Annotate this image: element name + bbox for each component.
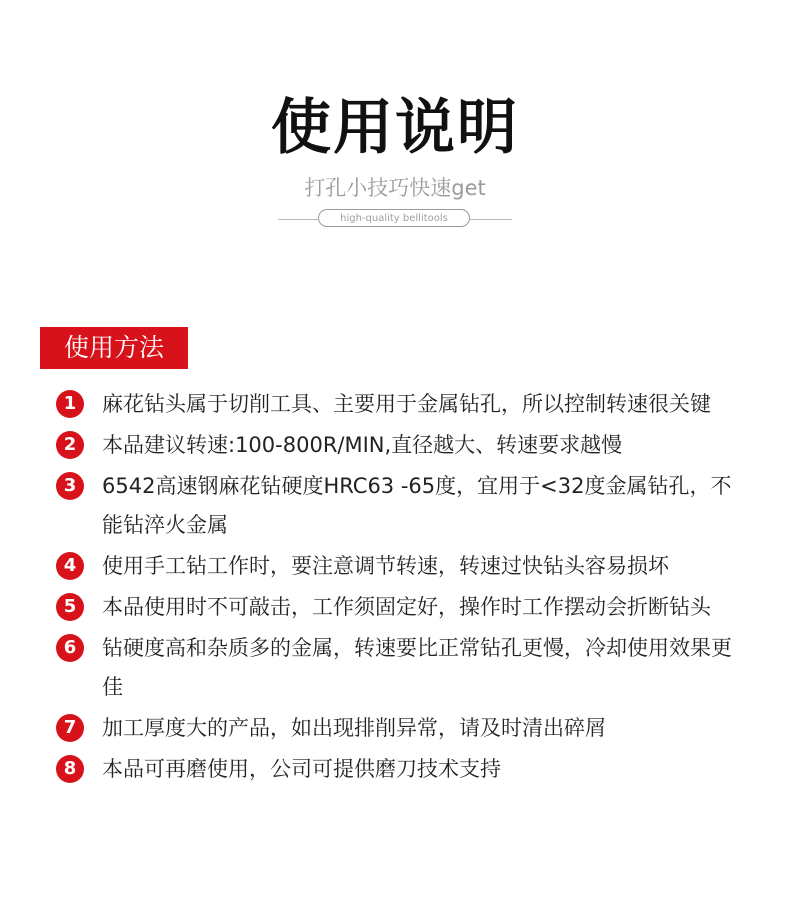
list-item-text: 6542高速钢麻花钻硬度HRC63 -65度，宜用于<32度金属钻孔，不能钻淬火金属 bbox=[102, 474, 732, 537]
tagline-row bbox=[0, 209, 790, 229]
instruction-list bbox=[56, 385, 756, 791]
list-item-text: 钻硬度高和杂质多的金属，转速要比正常钻孔更慢，冷却使用效果更佳 bbox=[102, 636, 732, 699]
page-title: 使用说明 bbox=[271, 93, 519, 163]
section-label: 使用方法 bbox=[40, 327, 188, 369]
list-item bbox=[56, 467, 756, 545]
list-item-text: 麻花钻头属于切削工具、主要用于金属钻孔，所以控制转速很关键 bbox=[102, 392, 711, 416]
tagline-divider-right bbox=[470, 219, 512, 220]
number-badge: 6 bbox=[56, 634, 84, 662]
list-item-text: 本品使用时不可敲击，工作须固定好，操作时工作摆动会折断钻头 bbox=[102, 595, 711, 619]
number-badge: 4 bbox=[56, 552, 84, 580]
number-badge: 1 bbox=[56, 390, 84, 418]
list-item bbox=[56, 750, 756, 789]
list-item bbox=[56, 709, 756, 748]
list-item-text: 加工厚度大的产品，如出现排削异常，请及时清出碎屑 bbox=[102, 716, 606, 740]
tagline-divider-left bbox=[278, 219, 318, 220]
list-item bbox=[56, 547, 756, 586]
list-item-text: 使用手工钻工作时，要注意调节转速，转速过快钻头容易损坏 bbox=[102, 554, 669, 578]
list-item bbox=[56, 385, 756, 424]
number-badge: 3 bbox=[56, 472, 84, 500]
tagline-badge: high-quality bellitools bbox=[318, 209, 470, 227]
number-badge: 7 bbox=[56, 714, 84, 742]
list-item bbox=[56, 629, 756, 707]
list-item-text: 本品可再磨使用，公司可提供磨刀技术支持 bbox=[102, 757, 501, 781]
header bbox=[0, 92, 790, 202]
list-item bbox=[56, 588, 756, 627]
number-badge: 5 bbox=[56, 593, 84, 621]
list-item-text: 本品建议转速:100-800R/MIN,直径越大、转速要求越慢 bbox=[102, 433, 623, 457]
number-badge: 8 bbox=[56, 755, 84, 783]
number-badge: 2 bbox=[56, 431, 84, 459]
page-subtitle: 打孔小技巧快速get bbox=[304, 176, 486, 200]
list-item bbox=[56, 426, 756, 465]
